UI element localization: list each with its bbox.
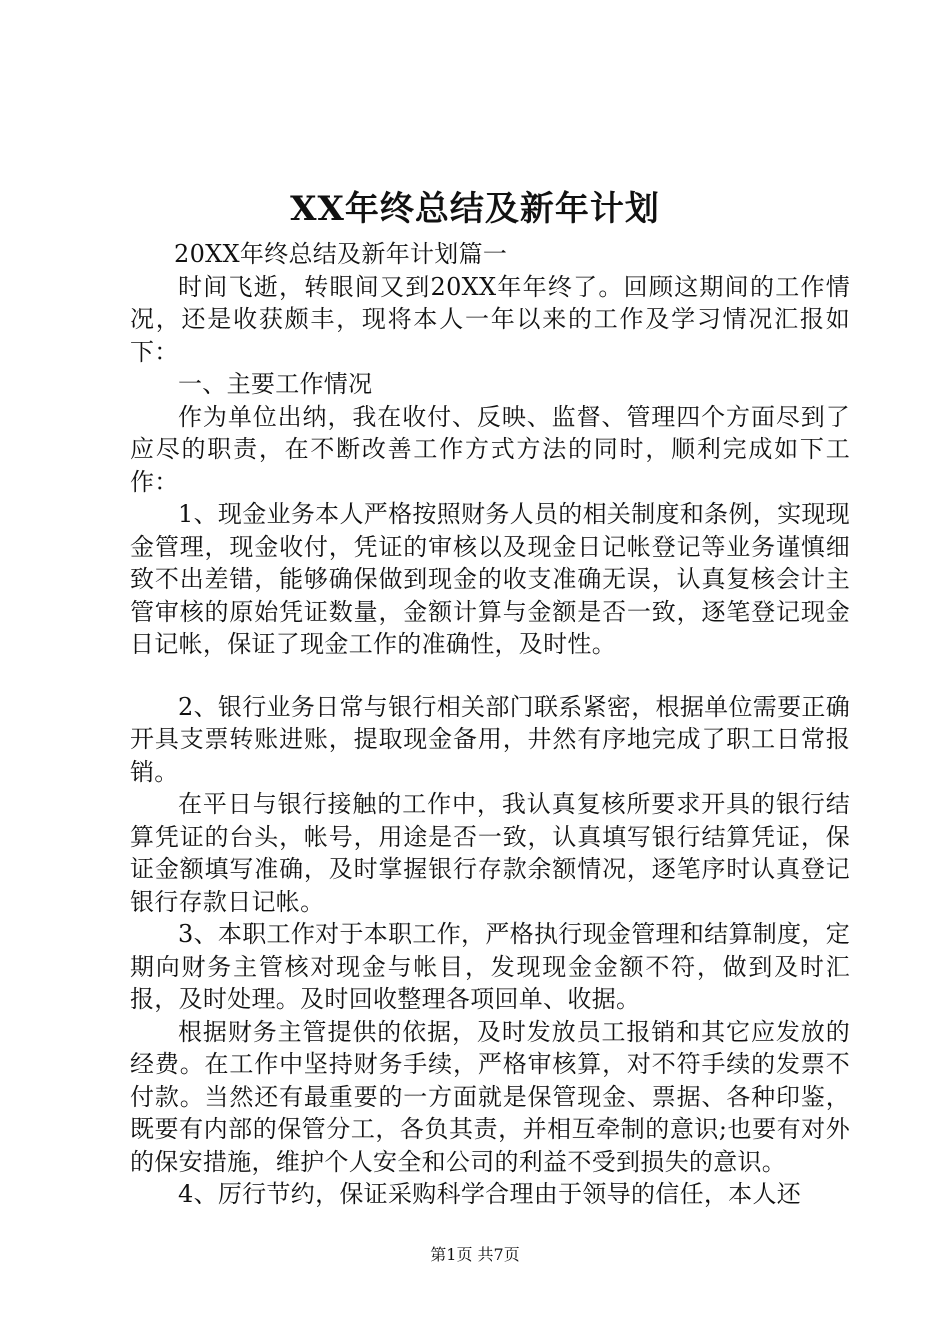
paragraph-intro: 时间飞逝，转眼间又到20XX年年终了。回顾这期间的工作情况，还是收获颇丰，现将本人一年以来的工作及学习情况汇报如下： (130, 272, 850, 366)
document-body (130, 238, 850, 1211)
paragraph-bank-contact: 在平日与银行接触的工作中，我认真复核所要求开具的银行结算凭证的台头，帐号，用途是否一致，认真填写银行结算凭证，保证金额填写准确，及时掌握银行存款余额情况，逐笔序时认真登记银行存款日记帐。 (130, 790, 850, 916)
document-title: XX年终总结及新年计划 (290, 189, 660, 229)
section-heading-main-work: 一、主要工作情况 (178, 370, 373, 398)
paragraph-own-work: 3、本职工作对于本职工作，严格执行现金管理和结算制度，定期向财务主管核对现金与帐目，发现现金金额不符，做到及时汇报，及时处理。及时回收整理各项回单、收据。 (130, 920, 850, 1013)
paragraph-economy: 4、厉行节约，保证采购科学合理由于领导的信任，本人还 (178, 1180, 802, 1208)
paragraph-bank-business: 2、银行业务日常与银行相关部门联系紧密，根据单位需要正确开具支票转账进账，提取现金备用，井然有序地完成了职工日常报销。 (130, 692, 850, 786)
paragraph-cash-business: 1、现金业务本人严格按照财务人员的相关制度和条例，实现现金管理，现金收付，凭证的审核以及现金日记帐登记等业务谨慎细致不出差错，能够确保做到现金的收支准确无误，认真复核会计主管审核的原始凭证数量，金额计算与金额是否一致，逐笔登记现金日记帐，保证了现金工作的准确性，及时性。 (130, 500, 850, 658)
section-heading: 20XX年终总结及新年计划篇一 (174, 240, 508, 268)
paragraph-reimbursement: 根据财务主管提供的依据，及时发放员工报销和其它应发放的经费。在工作中坚持财务手续，严格审核算，对不符手续的发票不付款。当然还有最重要的一方面就是保管现金、票据、各种印鉴，既要有内部的保管分工，各负其责，并相互牵制的意识;也要有对外的保安措施，维护个人安全和公司的利益不受到损失的意识。 (130, 1017, 850, 1176)
page-footer: 第1页 共7页 (430, 1245, 520, 1264)
paragraph-cashier-duties: 作为单位出纳，我在收付、反映、监督、管理四个方面尽到了应尽的职责，在不断改善工作方式方法的同时，顺利完成如下工作： (130, 402, 850, 496)
